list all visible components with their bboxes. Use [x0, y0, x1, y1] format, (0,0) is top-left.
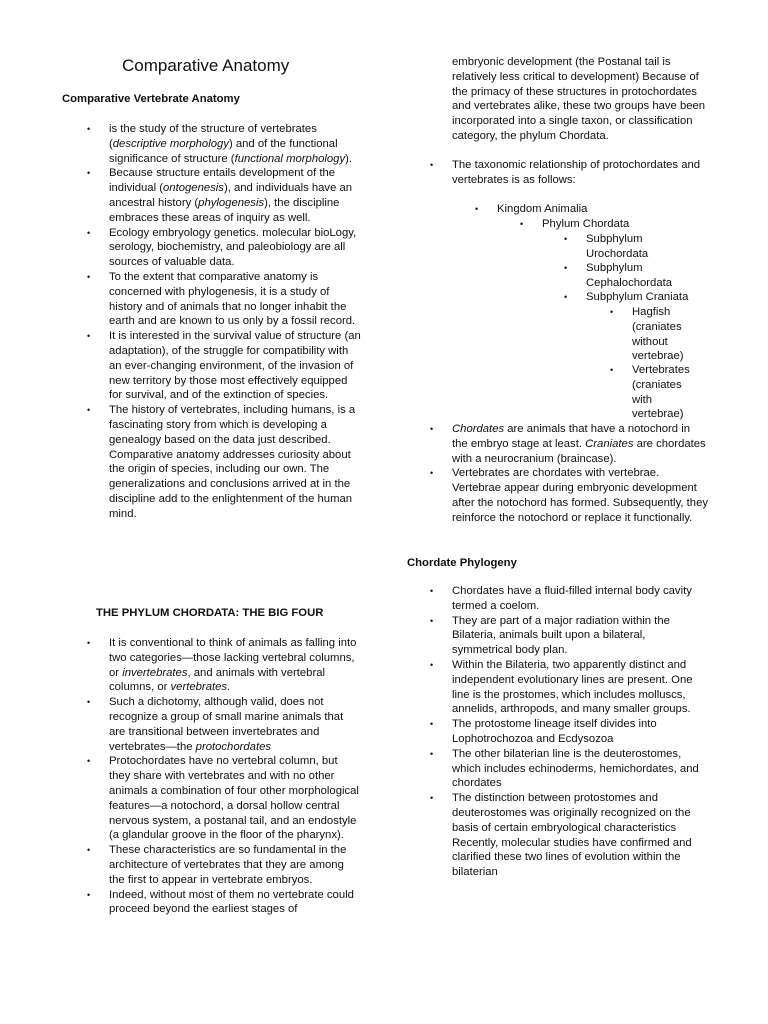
taxonomy-phylum: • Phylum Chordata [542, 217, 722, 232]
list-item: • Vertebrates are chordates with vertebrae. Vertebrae appear during embryonic development after the notochord has formed. Subsequently, they reinforce the notochord or replace it functionally. [452, 466, 708, 525]
list-item: • Such a dichotomy, although valid, does not recognize a group of small marine animals that are transitional between invertebrates and vertebrates—the protochordates [109, 695, 361, 754]
list-item: • The other bilaterian line is the deuterostomes, which includes echinoderms, hemichordates, and chordates [452, 747, 708, 791]
section-heading-phylum-chordata: THE PHYLUM CHORDATA: THE BIG FOUR [96, 607, 324, 619]
bullet-list-taxonomy-intro [452, 158, 708, 188]
taxonomy-subphylum-cephalochordata: • Subphylum Cephalochordata [586, 261, 696, 291]
list-item: • The distinction between protostomes and deuterostomes was originally recognized on the basis of certain embryological characteristics Recently, molecular studies have confirmed and clarified these two lines of evolution within the bilaterian [452, 791, 708, 880]
list-item: • It is interested in the survival value of structure (an adaptation), of the struggle for compatibility with an ever-changing environment, of the invasion of new territory by those most effectively equipped for survival, and of the extinction of species. [109, 329, 361, 403]
italic-term: Chordates [452, 423, 505, 435]
bullet-list-chordata [109, 636, 361, 917]
list-item: • The history of vertebrates, including humans, is a fascinating story from which is developing a genealogy based on the data just described. Comparative anatomy addresses curiosity about the origin of species, including our own. The generalizations and conclusions arrived at in the discipline add to the enlightenment of the human mind. [109, 403, 361, 521]
bullet-list-definitions [452, 422, 708, 526]
bullet-list-phylogeny [452, 584, 708, 880]
list-item: • The protostome lineage itself divides into Lophotrochozoa and Ecdysozoa [452, 717, 708, 747]
list-item: • Ecology embryology genetics. molecular bioLogy, serology, biochemistry, and paleobiology are all sources of valuable data. [109, 226, 361, 270]
italic-term: Craniates [585, 437, 634, 450]
list-item: • is the study of the structure of vertebrates (descriptive morphology) and of the functional significance of structure (functional morphology). [109, 122, 361, 166]
list-item: • Indeed, without most of them no vertebrate could proceed beyond the earliest stages of [109, 888, 361, 918]
italic-term: ontogenesis [163, 182, 224, 195]
list-item: • To the extent that comparative anatomy is concerned with phylogenesis, it is a study of history and of animals that no longer inhabit the earth and are known to us only by a fossil record. [109, 270, 361, 329]
taxonomy-subphylum-craniata: • Subphylum Craniata [586, 290, 726, 305]
section-heading-comparative-vertebrate-anatomy: Comparative Vertebrate Anatomy [62, 93, 240, 105]
list-item: • Chordates are animals that have a notochord in the embryo stage at least. Craniates are chordates with a neurocranium (braincase). [452, 422, 708, 466]
list-item: • It is conventional to think of animals as falling into two categories—those lacking vertebral columns, or invertebrates, and animals with vertebral columns, or vertebrates. [109, 636, 361, 695]
taxonomy-hagfish: • Hagfish (craniates without vertebrae) [632, 305, 704, 364]
italic-term: invertebrates [122, 666, 188, 679]
list-item: • Protochordates have no vertebral column, but they share with vertebrates and with no other animals a combination of four other morphological features—a notochord, a dorsal hollow central nervous system, a postanal tail, and an endostyle (a glandular groove in the floor of the pharynx). [109, 754, 361, 843]
list-item: • Within the Bilateria, two apparently distinct and independent evolutionary lines are present. One line is the prostomes, which includes molluscs, annelids, arthropods, and many smaller groups. [452, 658, 708, 717]
italic-term: protochordates [195, 740, 272, 753]
italic-term: functional morphology [234, 152, 346, 165]
taxonomy-kingdom: • Kingdom Animalia [497, 202, 697, 217]
list-item: • The taxonomic relationship of protochordates and vertebrates is as follows: [452, 158, 708, 188]
taxonomy-vertebrates: • Vertebrates (craniates with vertebrae) [632, 363, 704, 422]
continued-paragraph: embryonic development (the Postanal tail is relatively less critical to development) Because of the primacy of these structures in protochordates and vertebrates alike, these two groups have been incorporated into a single taxon, or classification category, the phylum Chordata. [452, 56, 706, 142]
bullet-list-anatomy [109, 122, 361, 522]
list-item: • They are part of a major radiation within the Bilateria, animals built upon a bilateral, symmetrical body plan. [452, 614, 708, 658]
list-item: • Chordates have a fluid-filled internal body cavity termed a coelom. [452, 584, 708, 614]
page-title: Comparative Anatomy [122, 56, 290, 75]
list-item: • Because structure entails development of the individual (ontogenesis), and individuals have an ancestral history (phylogenesis), the discipline embraces these areas of inquiry as well. [109, 166, 361, 225]
section-heading-chordate-phylogeny: Chordate Phylogeny [407, 557, 517, 569]
list-item: • These characteristics are so fundamental in the architecture of vertebrates that they are among the first to appear in vertebrate embryos. [109, 843, 361, 887]
italic-term: phylogenesis [198, 196, 265, 209]
italic-term: descriptive morphology [112, 137, 229, 150]
taxonomy-subphylum-urochordata: • Subphylum Urochordata [586, 232, 678, 262]
italic-term: vertebrates [170, 681, 228, 694]
